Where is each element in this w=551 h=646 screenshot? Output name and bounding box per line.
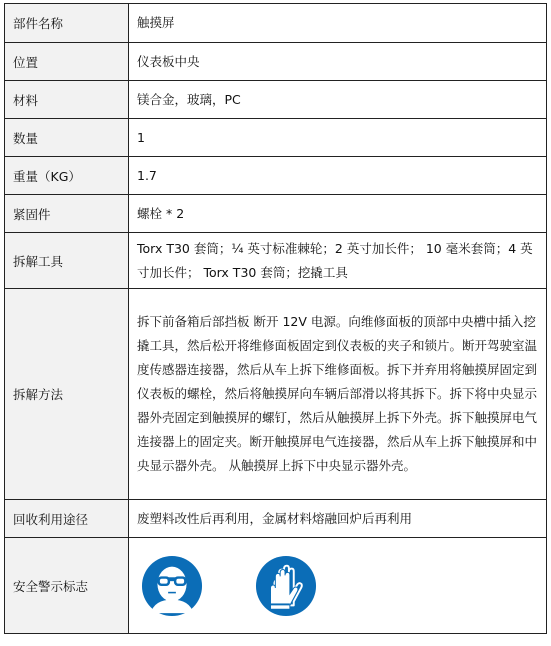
value-tools: Torx T30 套筒；¼ 英寸标准棘轮；2 英寸加长件； 10 毫米套筒；4 英寸加长件； Torx T30 套筒；挖撬工具	[129, 233, 547, 289]
label-recycling: 回收利用途径	[5, 500, 129, 538]
label-quantity: 数量	[5, 119, 129, 157]
value-material: 镁合金，玻璃，PC	[129, 81, 547, 119]
row-weight	[5, 157, 547, 195]
row-fasteners	[5, 195, 547, 233]
value-part-name: 触摸屏	[129, 4, 547, 43]
safety-goggles-icon	[141, 555, 203, 617]
label-location: 位置	[5, 43, 129, 81]
label-tools: 拆解工具	[5, 233, 129, 289]
label-weight: 重量（KG）	[5, 157, 129, 195]
row-material	[5, 81, 547, 119]
label-material: 材料	[5, 81, 129, 119]
row-location	[5, 43, 547, 81]
label-method: 拆解方法	[5, 289, 129, 500]
row-part-name	[5, 4, 547, 43]
safety-icons	[137, 555, 538, 617]
row-quantity	[5, 119, 547, 157]
value-quantity: 1	[129, 119, 547, 157]
value-weight: 1.7	[129, 157, 547, 195]
row-recycling	[5, 500, 547, 538]
label-part-name: 部件名称	[5, 4, 129, 43]
label-safety: 安全警示标志	[5, 538, 129, 634]
value-method: 拆下前备箱后部挡板 断开 12V 电源。向维修面板的顶部中央槽中插入挖撬工具，然后松开将维修面板固定到仪表板的夹子和锁片。断开驾驶室温度传感器连接器，然后从车上拆下维修面板。拆下并弃用将触摸屏固定到仪表板的螺栓，然后将触摸屏向车辆后部滑以将其拆下。拆下将中央显示器外壳固定到触摸屏的螺钉，然后从触摸屏上拆下外壳。拆下触摸屏电气连接器上的固定夹。断开触摸屏电气连接器，然后从车上拆下触摸屏和中央显示器外壳。 从触摸屏上拆下中央显示器外壳。	[129, 289, 547, 500]
value-fasteners: 螺栓 * 2	[129, 195, 547, 233]
value-safety	[129, 538, 547, 634]
label-fasteners: 紧固件	[5, 195, 129, 233]
protective-gloves-icon	[255, 555, 317, 617]
value-recycling: 废塑料改性后再利用，金属材料熔融回炉后再利用	[129, 500, 547, 538]
row-tools	[5, 233, 547, 289]
row-method	[5, 289, 547, 500]
value-location: 仪表板中央	[129, 43, 547, 81]
row-safety	[5, 538, 547, 634]
disassembly-spec-table	[4, 3, 547, 634]
